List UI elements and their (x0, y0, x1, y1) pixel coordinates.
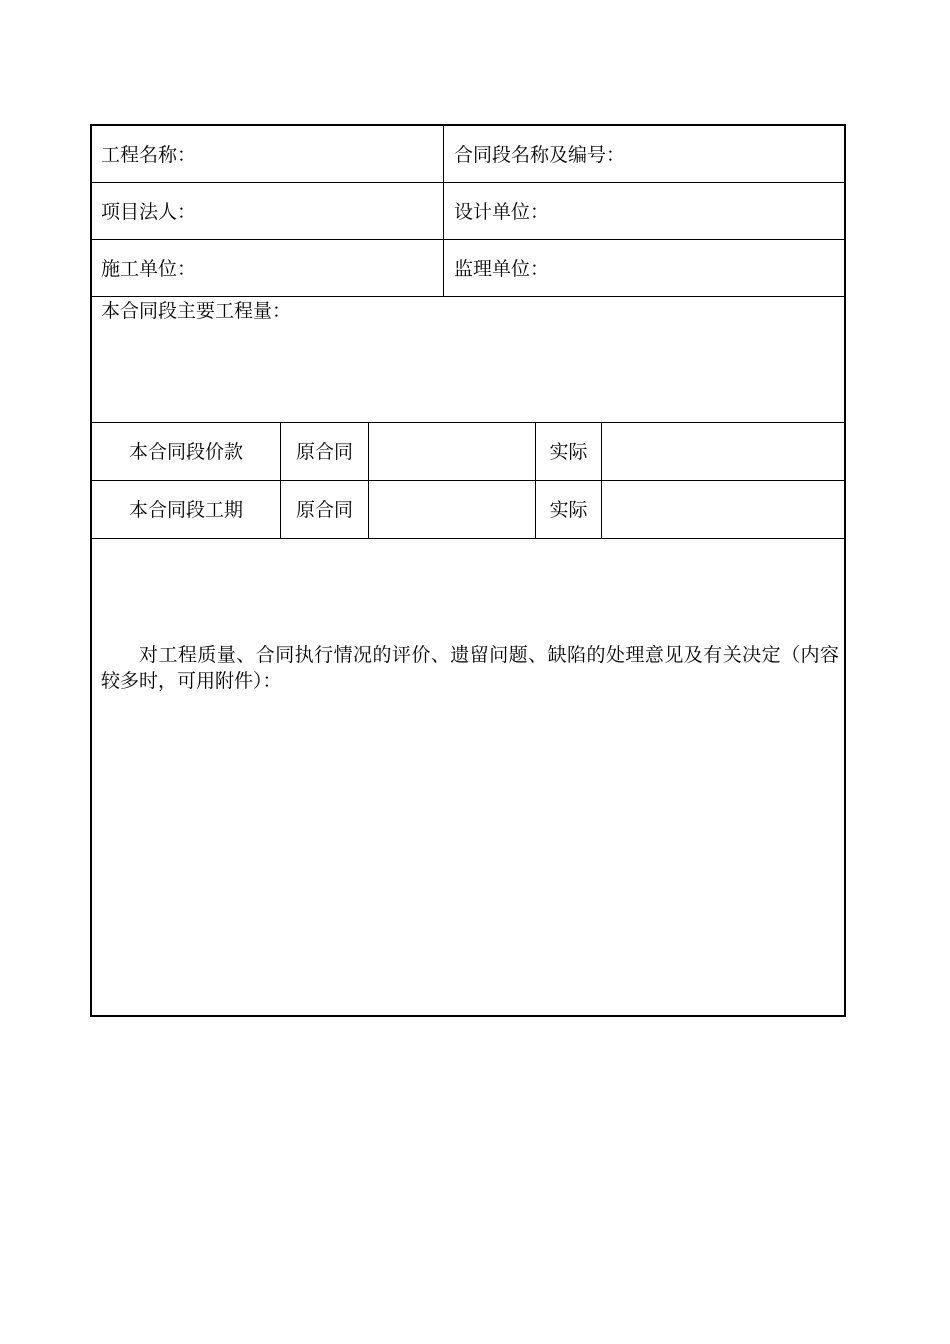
period-actual-value[interactable] (602, 481, 844, 538)
contract-section-field[interactable] (454, 126, 834, 183)
row-divider (92, 296, 844, 297)
contract-section-label: 合同段名称及编号： (454, 143, 626, 166)
price-actual-value[interactable] (602, 423, 844, 480)
construction-unit-field[interactable] (101, 240, 441, 297)
column-divider (443, 126, 444, 297)
column-divider (368, 423, 369, 539)
project-name-field[interactable] (101, 126, 441, 183)
price-actual-label: 实际 (549, 440, 588, 463)
supervision-unit-label: 监理单位： (454, 257, 550, 280)
main-quantities-field[interactable] (101, 299, 839, 419)
contract-period-label: 本合同段工期 (128, 498, 243, 521)
contract-price-label: 本合同段价款 (128, 440, 243, 463)
price-original-value[interactable] (369, 423, 535, 480)
supervision-unit-field[interactable] (454, 240, 834, 297)
project-owner-label: 项目法人： (101, 200, 197, 223)
project-name-label: 工程名称： (101, 143, 197, 166)
period-original-label: 原合同 (295, 498, 353, 521)
main-quantities-label: 本合同段主要工程量： (101, 300, 292, 322)
design-unit-label: 设计单位： (454, 200, 550, 223)
design-unit-field[interactable] (454, 183, 834, 240)
column-divider (535, 423, 536, 539)
completion-form-table (90, 124, 846, 1017)
row-divider (92, 538, 844, 539)
price-original-label: 原合同 (295, 440, 353, 463)
column-divider (601, 423, 602, 539)
period-original-value[interactable] (369, 481, 535, 538)
column-divider (280, 423, 281, 539)
evaluation-text[interactable]: 对工程质量、合同执行情况的评价、遗留问题、缺陷的处理意见及有关决定（内容较多时，可用附件）： (101, 644, 839, 692)
period-actual-label: 实际 (549, 498, 588, 521)
project-owner-field[interactable] (101, 183, 441, 240)
construction-unit-label: 施工单位： (101, 257, 197, 280)
